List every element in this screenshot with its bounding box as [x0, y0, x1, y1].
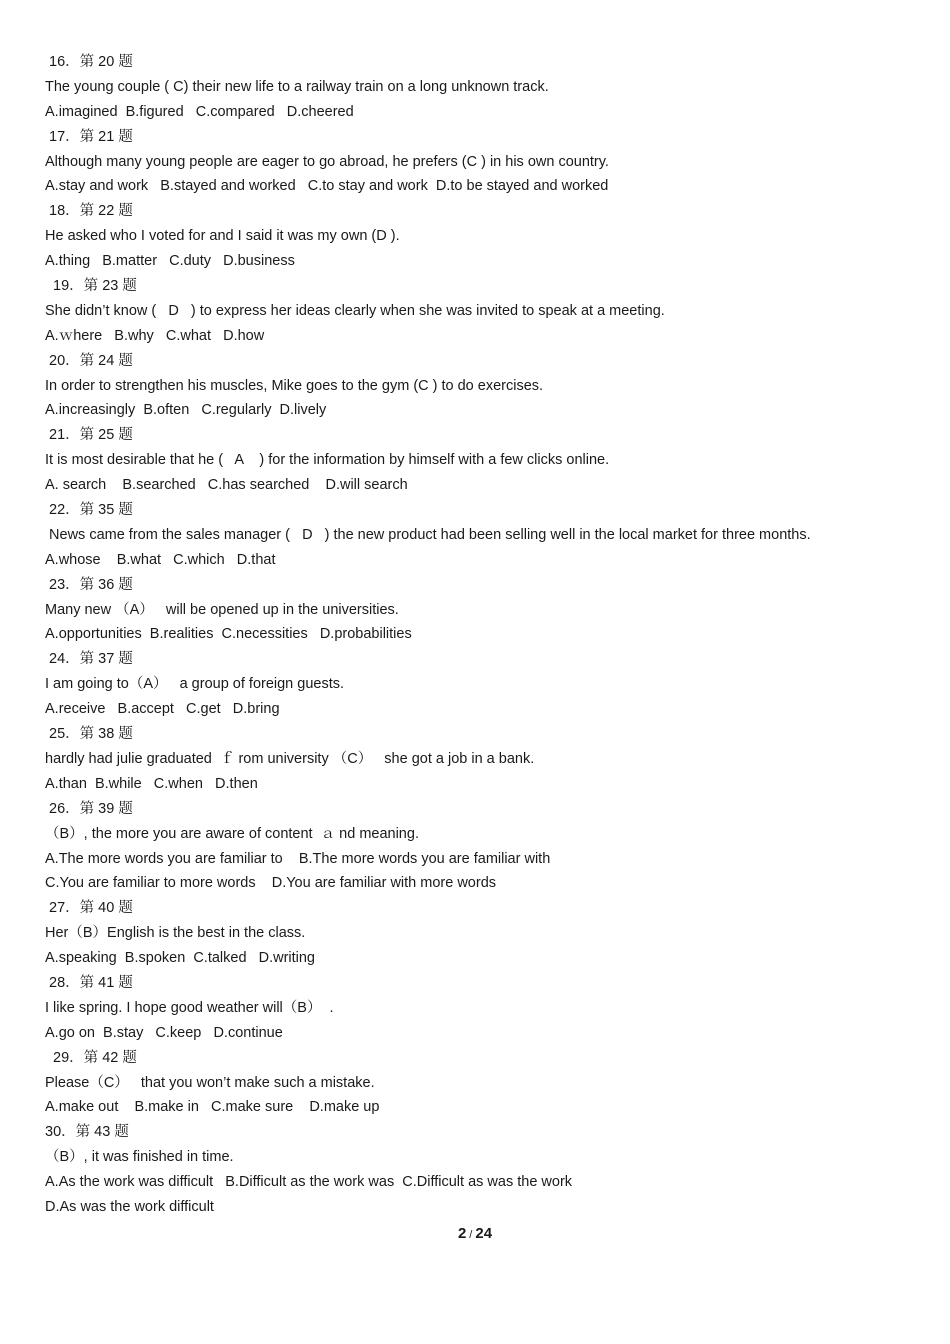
text-line: A.increasingly B.often C.regularly D.lively	[45, 402, 327, 419]
text-line: 16．第 20 题	[45, 54, 133, 70]
text-line: A.speaking B.spoken C.talked D.writing	[45, 950, 315, 967]
text-line: A. search B.searched C.has searched D.will search	[45, 477, 408, 494]
text-line: D.As was the work difficult	[45, 1198, 214, 1215]
text-line: Please（C） that you won’t make such a mistake.	[45, 1074, 375, 1091]
text-line: 21．第 25 题	[45, 427, 133, 444]
text-line: 28．第 41 题	[45, 974, 133, 991]
text-line: A.stay and work B.stayed and worked C.to stay and work D.to be stayed and worked	[45, 178, 609, 195]
text-line: A.receive B.accept C.get D.bring	[45, 701, 280, 718]
text-line: 19．第 23 题	[45, 278, 137, 295]
text-line: 17．第 21 题	[45, 128, 133, 145]
text-line: The young couple ( C) their new life to a railway train on a long unknown track.	[45, 78, 549, 95]
text-line: 23．第 36 题	[45, 576, 133, 593]
text-line: It is most desirable that he ( A ) for the information by himself with a few clicks online.	[45, 452, 610, 469]
question-list	[45, 50, 925, 1220]
text-line: I am going to（A） a group of foreign guests.	[45, 676, 345, 693]
text-line: 24．第 37 题	[45, 651, 133, 668]
text-line: （B）, it was finished in time.	[45, 1149, 234, 1166]
text-line: A.make out B.make in C.make sure D.make up	[45, 1099, 380, 1116]
text-line: 29．第 42 题	[45, 1049, 137, 1066]
text-line: A.The more words you are familiar to B.The more words you are familiar with	[45, 850, 551, 867]
text-line: A.ｗhere B.why C.what D.how	[45, 327, 265, 344]
text-line: A.thing B.matter C.duty D.business	[45, 253, 295, 270]
text-line: I like spring. I hope good weather will（B） .	[45, 999, 334, 1016]
text-line: A.than B.while C.when D.then	[45, 775, 258, 792]
text-line: 20．第 24 题	[45, 352, 133, 369]
text-line: A.whose B.what C.which D.that	[45, 551, 276, 568]
text-line: A.imagined B.figured C.compared D.cheered	[45, 103, 354, 120]
text-line: hardly had julie graduated ｆ rom university （C） she got a job in a bank.	[45, 750, 535, 767]
text-line: Many new （A） will be opened up in the universities.	[45, 601, 399, 618]
text-line: 26．第 39 题	[45, 800, 133, 817]
text-line: 25．第 38 题	[45, 726, 133, 743]
text-line: 22．第 35 题	[45, 502, 133, 519]
text-line: Her（B）English is the best in the class.	[45, 925, 306, 942]
text-line: A.go on B.stay C.keep D.continue	[45, 1024, 283, 1041]
current-page: 2	[457, 1225, 467, 1242]
text-line: （B）, the more you are aware of content ａ nd meaning.	[45, 825, 419, 842]
text-line: She didn’t know ( D ) to express her ideas clearly when she was invited to speak at a meeting.	[45, 302, 665, 319]
text-line: 18．第 22 题	[45, 203, 133, 220]
text-line: 30．第 43 题	[45, 1124, 129, 1141]
page-number	[0, 1225, 950, 1242]
text-line: A.As the work was difficult B.Difficult as the work was C.Difficult as was the work	[45, 1174, 573, 1191]
text-line: C.You are familiar to more words D.You are familiar with more words	[45, 875, 497, 892]
text-line: Although many young people are eager to go abroad, he prefers (C ) in his own country.	[45, 153, 609, 170]
page-separator: /	[469, 1229, 473, 1241]
text-line: 27．第 40 题	[45, 900, 133, 917]
text-line: In order to strengthen his muscles, Mike goes to the gym (C ) to do exercises.	[45, 377, 544, 394]
total-pages: 24	[475, 1225, 493, 1242]
text-line: He asked who I voted for and I said it was my own (D ).	[45, 228, 400, 245]
text-line: News came from the sales manager ( D ) the new product had been selling well in the local market for three months.	[45, 526, 811, 543]
text-line: A.opportunities B.realities C.necessities D.probabilities	[45, 626, 412, 643]
